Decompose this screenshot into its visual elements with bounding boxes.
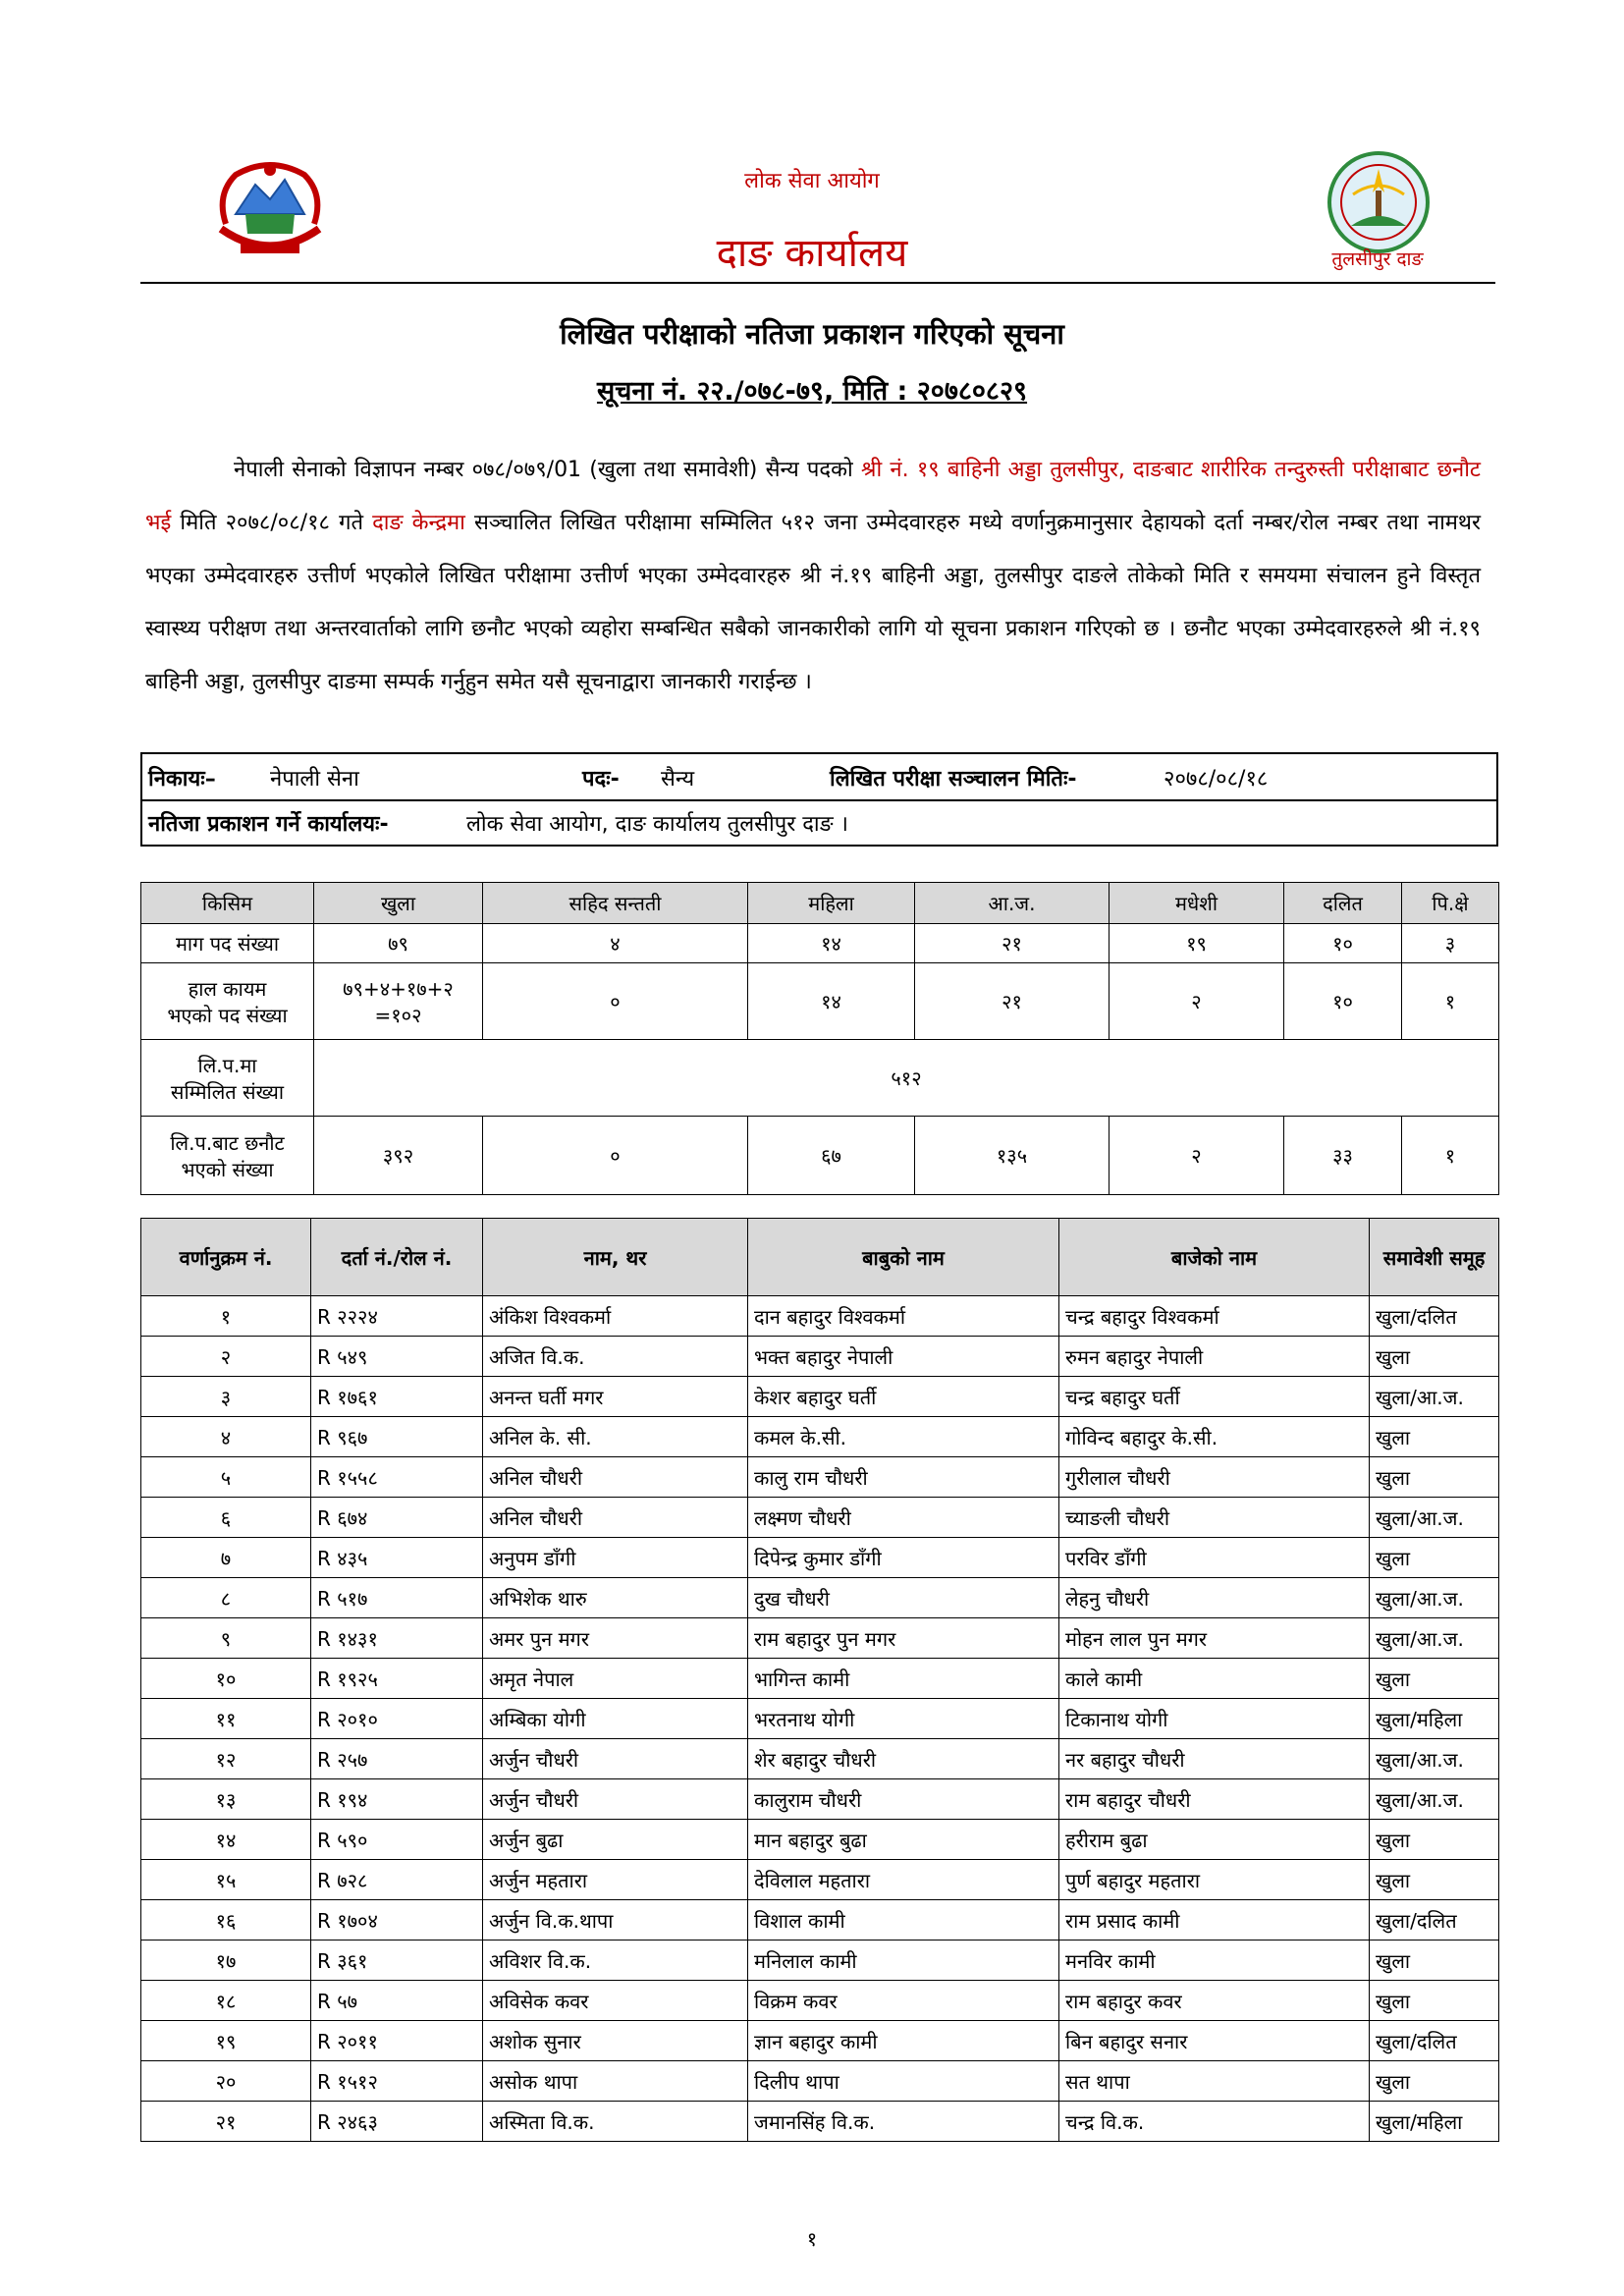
father-name-cell: विक्रम कवर (748, 1981, 1059, 2021)
name-cell: अविसेक कवर (483, 1981, 748, 2021)
grandfather-name-cell: काले कामी (1059, 1659, 1370, 1699)
roll-number-cell: R ७२८ (311, 1860, 483, 1900)
table-row (141, 1739, 1499, 1779)
stats-header-row (141, 883, 1499, 924)
father-name-cell: कमल के.सी. (748, 1417, 1059, 1457)
label-line: भएको संख्या (181, 1157, 274, 1181)
father-name-cell: राम बहादुर पुन मगर (748, 1618, 1059, 1659)
results-header: बाजेको नाम (1059, 1219, 1370, 1296)
cell-line: ७९+४+१७+२ (343, 976, 454, 1001)
name-cell: अजित वि.क. (483, 1337, 748, 1377)
father-name-cell: ज्ञान बहादुर कामी (748, 2021, 1059, 2061)
stats-cell (314, 963, 483, 1040)
father-name-cell: विशाल कामी (748, 1900, 1059, 1941)
roll-number-cell: R ५१७ (311, 1578, 483, 1618)
grandfather-name-cell: मोहन लाल पुन मगर (1059, 1618, 1370, 1659)
stats-header: मधेशी (1110, 883, 1284, 924)
stats-header: खुला (314, 883, 483, 924)
roll-number-cell: R २०११ (311, 2021, 483, 2061)
serial-cell: ११ (141, 1699, 311, 1739)
label-line: सम्मिलित संख्या (170, 1079, 285, 1104)
office-title: दाङ कार्यालय (716, 231, 908, 276)
psc-logo-icon (1324, 147, 1434, 257)
father-name-cell: भागिन्त कामी (748, 1659, 1059, 1699)
table-row (141, 2021, 1499, 2061)
table-row (141, 2061, 1499, 2102)
grandfather-name-cell: सत थापा (1059, 2061, 1370, 2102)
father-name-cell: दुख चौधरी (748, 1578, 1059, 1618)
group-cell: खुला/दलित (1370, 1296, 1499, 1337)
serial-cell: १० (141, 1659, 311, 1699)
table-row (141, 1779, 1499, 1820)
results-header: वर्णानुक्रम नं. (141, 1219, 311, 1296)
roll-number-cell: R ९६७ (311, 1417, 483, 1457)
notice-body (145, 444, 1481, 709)
serial-cell: १२ (141, 1739, 311, 1779)
name-cell: अस्मिता वि.क. (483, 2102, 748, 2142)
grandfather-name-cell: गोविन्द बहादुर के.सी. (1059, 1417, 1370, 1457)
results-header: दर्ता नं./रोल नं. (311, 1219, 483, 1296)
cell-line: =१०२ (374, 1003, 422, 1027)
serial-cell: २१ (141, 2102, 311, 2142)
body-part-1: नेपाली सेनाको विज्ञापन नम्बर ०७८/०७९/01 (खुला तथा समावेशी) सैन्य पदको (234, 458, 861, 482)
name-cell: अर्जुन वि.क.थापा (483, 1900, 748, 1941)
name-cell: अर्जुन चौधरी (483, 1739, 748, 1779)
table-row (141, 1578, 1499, 1618)
serial-cell: ५ (141, 1457, 311, 1498)
stats-row-current (141, 963, 1499, 1040)
results-header-row (141, 1219, 1499, 1296)
stats-cell: २१ (915, 924, 1110, 963)
roll-number-cell: R २२२४ (311, 1296, 483, 1337)
roll-number-cell: R २४६३ (311, 2102, 483, 2142)
serial-cell: १७ (141, 1941, 311, 1981)
grandfather-name-cell: राम प्रसाद कामी (1059, 1900, 1370, 1941)
serial-cell: १ (141, 1296, 311, 1337)
group-cell: खुला/आ.ज. (1370, 1498, 1499, 1538)
stats-cell: १४ (748, 963, 915, 1040)
table-row (141, 1618, 1499, 1659)
father-name-cell: मान बहादुर बुढा (748, 1820, 1059, 1860)
stats-row-label (141, 1040, 314, 1117)
serial-cell: ३ (141, 1377, 311, 1417)
table-row (141, 1981, 1499, 2021)
body-part-3: सञ्चालित लिखित परीक्षामा सम्मिलित ५१२ जना उम्मेदवारहरु मध्ये वर्णानुक्रमानुसार देहायको दर्ता नम्बर/रोल नम्बर तथा नामथर भएका उम्मेदवारहरु उत्तीर्ण भएकोले लिखित परीक्षामा उत्तीर्ण भएका उम्मेदवारहरु श्री नं.१९ बाहिनी अड्डा, तुलसीपुर दाङले तोकेको मिति र समयमा संचालन हुने विस्तृत स्वास्थ्य परीक्षण तथा अन्तरवार्ताको लागि छनौट भएको व्यहोरा सम्बन्धित सबैको जानकारीको लागि यो सूचना प्रकाशन गरिएको छ । छनौट भएका उम्मेदवारहरुले श्री नं.१९ बाहिनी अड्डा, तुलसीपुर दाङमा सम्पर्क गर्नुहुन समेत यसै सूचनाद्वारा जानकारी गराईन्छ । (145, 511, 1481, 694)
stats-cell: १ (1402, 1117, 1499, 1195)
grandfather-name-cell: राम बहादुर चौधरी (1059, 1779, 1370, 1820)
group-cell: खुला/दलित (1370, 1900, 1499, 1941)
group-cell: खुला/दलित (1370, 2021, 1499, 2061)
name-cell: अनुपम डाँगी (483, 1538, 748, 1578)
label-line: भएको पद संख्या (167, 1003, 288, 1027)
table-row (141, 1457, 1499, 1498)
stats-cell: ० (483, 1117, 748, 1195)
serial-cell: १३ (141, 1779, 311, 1820)
name-cell: अविशर वि.क. (483, 1941, 748, 1981)
serial-cell: ८ (141, 1578, 311, 1618)
stats-cell: ६७ (748, 1117, 915, 1195)
grandfather-name-cell: पुर्ण बहादुर महतारा (1059, 1860, 1370, 1900)
stats-cell: ३९२ (314, 1117, 483, 1195)
roll-number-cell: R १७६१ (311, 1377, 483, 1417)
stats-cell: १४ (748, 924, 915, 963)
table-row (141, 1498, 1499, 1538)
name-cell: अर्जुन महतारा (483, 1860, 748, 1900)
father-name-cell: लक्ष्मण चौधरी (748, 1498, 1059, 1538)
roll-number-cell: R १४३१ (311, 1618, 483, 1659)
name-cell: अर्जुन बुढा (483, 1820, 748, 1860)
serial-cell: १६ (141, 1900, 311, 1941)
serial-cell: १९ (141, 2021, 311, 2061)
stats-header: दलित (1284, 883, 1402, 924)
serial-cell: १५ (141, 1860, 311, 1900)
stats-cell: ० (483, 963, 748, 1040)
stats-row-label (141, 1117, 314, 1195)
body-highlight-1: श्री नं. १९ बाहिनी अड्डा तुलसीपुर, दाङबाट शारीरिक तन्दुरुस्ती परीक्षाबाट छनौट भई (145, 458, 1481, 535)
name-cell: अनिल के. सी. (483, 1417, 748, 1457)
table-row (141, 1337, 1499, 1377)
page-number: १ (806, 2227, 818, 2251)
group-cell: खुला (1370, 1337, 1499, 1377)
label-line: हाल कायम (188, 976, 267, 1001)
grandfather-name-cell: टिकानाथ योगी (1059, 1699, 1370, 1739)
roll-number-cell: R २५७ (311, 1739, 483, 1779)
group-cell: खुला (1370, 1538, 1499, 1578)
group-cell: खुला/आ.ज. (1370, 1618, 1499, 1659)
grandfather-name-cell: राम बहादुर कवर (1059, 1981, 1370, 2021)
notice-number-wrap (0, 371, 1624, 408)
stats-header: आ.ज. (915, 883, 1110, 924)
group-cell: खुला/आ.ज. (1370, 1739, 1499, 1779)
serial-cell: १८ (141, 1981, 311, 2021)
roll-number-cell: R ४३५ (311, 1538, 483, 1578)
results-header: समावेशी समूह (1370, 1219, 1499, 1296)
roll-number-cell: R १९४ (311, 1779, 483, 1820)
stats-cell: २१ (915, 963, 1110, 1040)
roll-number-cell: R १७०४ (311, 1900, 483, 1941)
roll-number-cell: R ३६१ (311, 1941, 483, 1981)
group-cell: खुला (1370, 1417, 1499, 1457)
serial-cell: २० (141, 2061, 311, 2102)
stats-cell: ५१२ (314, 1040, 1499, 1117)
table-row (141, 1417, 1499, 1457)
stats-cell: ३३ (1284, 1117, 1402, 1195)
roll-number-cell: R ५७ (311, 1981, 483, 2021)
father-name-cell: दान बहादुर विश्वकर्मा (748, 1296, 1059, 1337)
table-row (141, 1659, 1499, 1699)
group-cell: खुला (1370, 1457, 1499, 1498)
roll-number-cell: R १५५८ (311, 1457, 483, 1498)
father-name-cell: दिलीप थापा (748, 2061, 1059, 2102)
info-row-office (142, 799, 1496, 845)
table-row (141, 1820, 1499, 1860)
name-cell: असोक थापा (483, 2061, 748, 2102)
stats-header: किसिम (141, 883, 314, 924)
roll-number-cell: R ५९० (311, 1820, 483, 1860)
stats-header: पि.क्षे (1402, 883, 1499, 924)
grandfather-name-cell: रुमन बहादुर नेपाली (1059, 1337, 1370, 1377)
stats-cell: ४ (483, 924, 748, 963)
name-cell: अनिल चौधरी (483, 1498, 748, 1538)
stats-cell: १३५ (915, 1117, 1110, 1195)
group-cell: खुला (1370, 2061, 1499, 2102)
stats-cell: ७९ (314, 924, 483, 963)
grandfather-name-cell: चन्द्र बहादुर विश्वकर्मा (1059, 1296, 1370, 1337)
body-highlight-2: दाङ केन्द्रमा (372, 511, 465, 535)
table-row (141, 1900, 1499, 1941)
results-body (141, 1296, 1499, 2142)
commission-name: लोक सेवा आयोग (744, 169, 880, 193)
name-cell: अनिल चौधरी (483, 1457, 748, 1498)
header-divider (140, 282, 1495, 284)
name-cell: अर्जुन चौधरी (483, 1779, 748, 1820)
stats-cell: १० (1284, 924, 1402, 963)
roll-number-cell: R १९२५ (311, 1659, 483, 1699)
grandfather-name-cell: नर बहादुर चौधरी (1059, 1739, 1370, 1779)
father-name-cell: जमानसिंह वि.क. (748, 2102, 1059, 2142)
group-cell: खुला (1370, 1860, 1499, 1900)
group-cell: खुला (1370, 1941, 1499, 1981)
stats-row-label: माग पद संख्या (141, 924, 314, 963)
group-cell: खुला (1370, 1659, 1499, 1699)
stats-cell: २ (1110, 1117, 1284, 1195)
grandfather-name-cell: मनविर कामी (1059, 1941, 1370, 1981)
table-row (141, 1538, 1499, 1578)
group-cell: खुला (1370, 1981, 1499, 2021)
agency-label: निकायः– (148, 767, 216, 792)
father-name-cell: भक्त बहादुर नेपाली (748, 1337, 1059, 1377)
logo-caption: तुलसीपुर दाङ (1331, 248, 1424, 270)
group-cell: खुला/आ.ज. (1370, 1779, 1499, 1820)
results-header: नाम, थर (483, 1219, 748, 1296)
info-row-agency (142, 754, 1496, 801)
table-row (141, 2102, 1499, 2142)
name-cell: अमृत नेपाल (483, 1659, 748, 1699)
stats-cell: १९ (1110, 924, 1284, 963)
father-name-cell: देविलाल महतारा (748, 1860, 1059, 1900)
stats-cell: २ (1110, 963, 1284, 1040)
agency-value: नेपाली सेना (270, 767, 359, 792)
father-name-cell: शेर बहादुर चौधरी (748, 1739, 1059, 1779)
exam-date-value: २०७८/०८/१८ (1164, 767, 1269, 792)
father-name-cell: कालु राम चौधरी (748, 1457, 1059, 1498)
roll-number-cell: R ५४९ (311, 1337, 483, 1377)
table-row (141, 1377, 1499, 1417)
exam-date-label: लिखित परीक्षा सञ्चालन मितिः- (830, 767, 1077, 792)
grandfather-name-cell: चन्द्र वि.क. (1059, 2102, 1370, 2142)
serial-cell: १४ (141, 1820, 311, 1860)
serial-cell: ७ (141, 1538, 311, 1578)
name-cell: अंकिश विश्वकर्मा (483, 1296, 748, 1337)
roll-number-cell: R १५१२ (311, 2061, 483, 2102)
table-row (141, 1941, 1499, 1981)
post-value: सैन्य (661, 767, 695, 792)
name-cell: अमर पुन मगर (483, 1618, 748, 1659)
name-cell: अनन्त घर्ती मगर (483, 1377, 748, 1417)
quota-stats-table (140, 882, 1499, 1195)
father-name-cell: केशर बहादुर घर्ती (748, 1377, 1059, 1417)
group-cell: खुला/आ.ज. (1370, 1377, 1499, 1417)
roll-number-cell: R ६७४ (311, 1498, 483, 1538)
father-name-cell: दिपेन्द्र कुमार डाँगी (748, 1538, 1059, 1578)
grandfather-name-cell: बिन बहादुर सनार (1059, 2021, 1370, 2061)
table-row (141, 1699, 1499, 1739)
father-name-cell: भरतनाथ योगी (748, 1699, 1059, 1739)
name-cell: अम्बिका योगी (483, 1699, 748, 1739)
stats-cell: १ (1402, 963, 1499, 1040)
stats-cell: ३ (1402, 924, 1499, 963)
notice-title: लिखित परीक्षाको नतिजा प्रकाशन गरिएको सूचना (560, 317, 1064, 351)
group-cell: खुला/महिला (1370, 2102, 1499, 2142)
name-cell: अशोक सुनार (483, 2021, 748, 2061)
label-line: लि.प.बाट छनौट (170, 1130, 285, 1155)
grandfather-name-cell: परविर डाँगी (1059, 1538, 1370, 1578)
group-cell: खुला (1370, 1820, 1499, 1860)
father-name-cell: कालुराम चौधरी (748, 1779, 1059, 1820)
label-line: लि.प.मा (197, 1053, 257, 1077)
result-office-label: नतिजा प्रकाशन गर्ने कार्यालयः- (148, 812, 389, 837)
group-cell: खुला/महिला (1370, 1699, 1499, 1739)
father-name-cell: मनिलाल कामी (748, 1941, 1059, 1981)
table-row (141, 1296, 1499, 1337)
notice-number: सूचना नं. २२./०७८-७९, मिति : २०७८०८२९ (596, 376, 1028, 407)
serial-cell: ४ (141, 1417, 311, 1457)
results-header: बाबुको नाम (748, 1219, 1059, 1296)
stats-cell: १० (1284, 963, 1402, 1040)
body-part-2: मिति २०७८/०८/१८ गते (171, 511, 373, 535)
exam-info-box (140, 752, 1498, 847)
stats-header: महिला (748, 883, 915, 924)
grandfather-name-cell: चन्द्र बहादुर घर्ती (1059, 1377, 1370, 1417)
grandfather-name-cell: हरीराम बुढा (1059, 1820, 1370, 1860)
stats-header: सहिद सन्तती (483, 883, 748, 924)
serial-cell: ६ (141, 1498, 311, 1538)
result-office-value: लोक सेवा आयोग, दाङ कार्यालय तुलसीपुर दाङ । (466, 812, 848, 837)
roll-number-cell: R २०१० (311, 1699, 483, 1739)
table-row (141, 1860, 1499, 1900)
results-table (140, 1218, 1499, 2142)
serial-cell: २ (141, 1337, 311, 1377)
stats-row-participants (141, 1040, 1499, 1117)
group-cell: खुला/आ.ज. (1370, 1578, 1499, 1618)
grandfather-name-cell: च्याङली चौधरी (1059, 1498, 1370, 1538)
grandfather-name-cell: गुरीलाल चौधरी (1059, 1457, 1370, 1498)
stats-row-selected (141, 1117, 1499, 1195)
name-cell: अभिशेक थारु (483, 1578, 748, 1618)
stats-row-label (141, 963, 314, 1040)
grandfather-name-cell: लेहनु चौधरी (1059, 1578, 1370, 1618)
serial-cell: ९ (141, 1618, 311, 1659)
stats-row-demand (141, 924, 1499, 963)
post-label: पदः- (582, 767, 620, 792)
